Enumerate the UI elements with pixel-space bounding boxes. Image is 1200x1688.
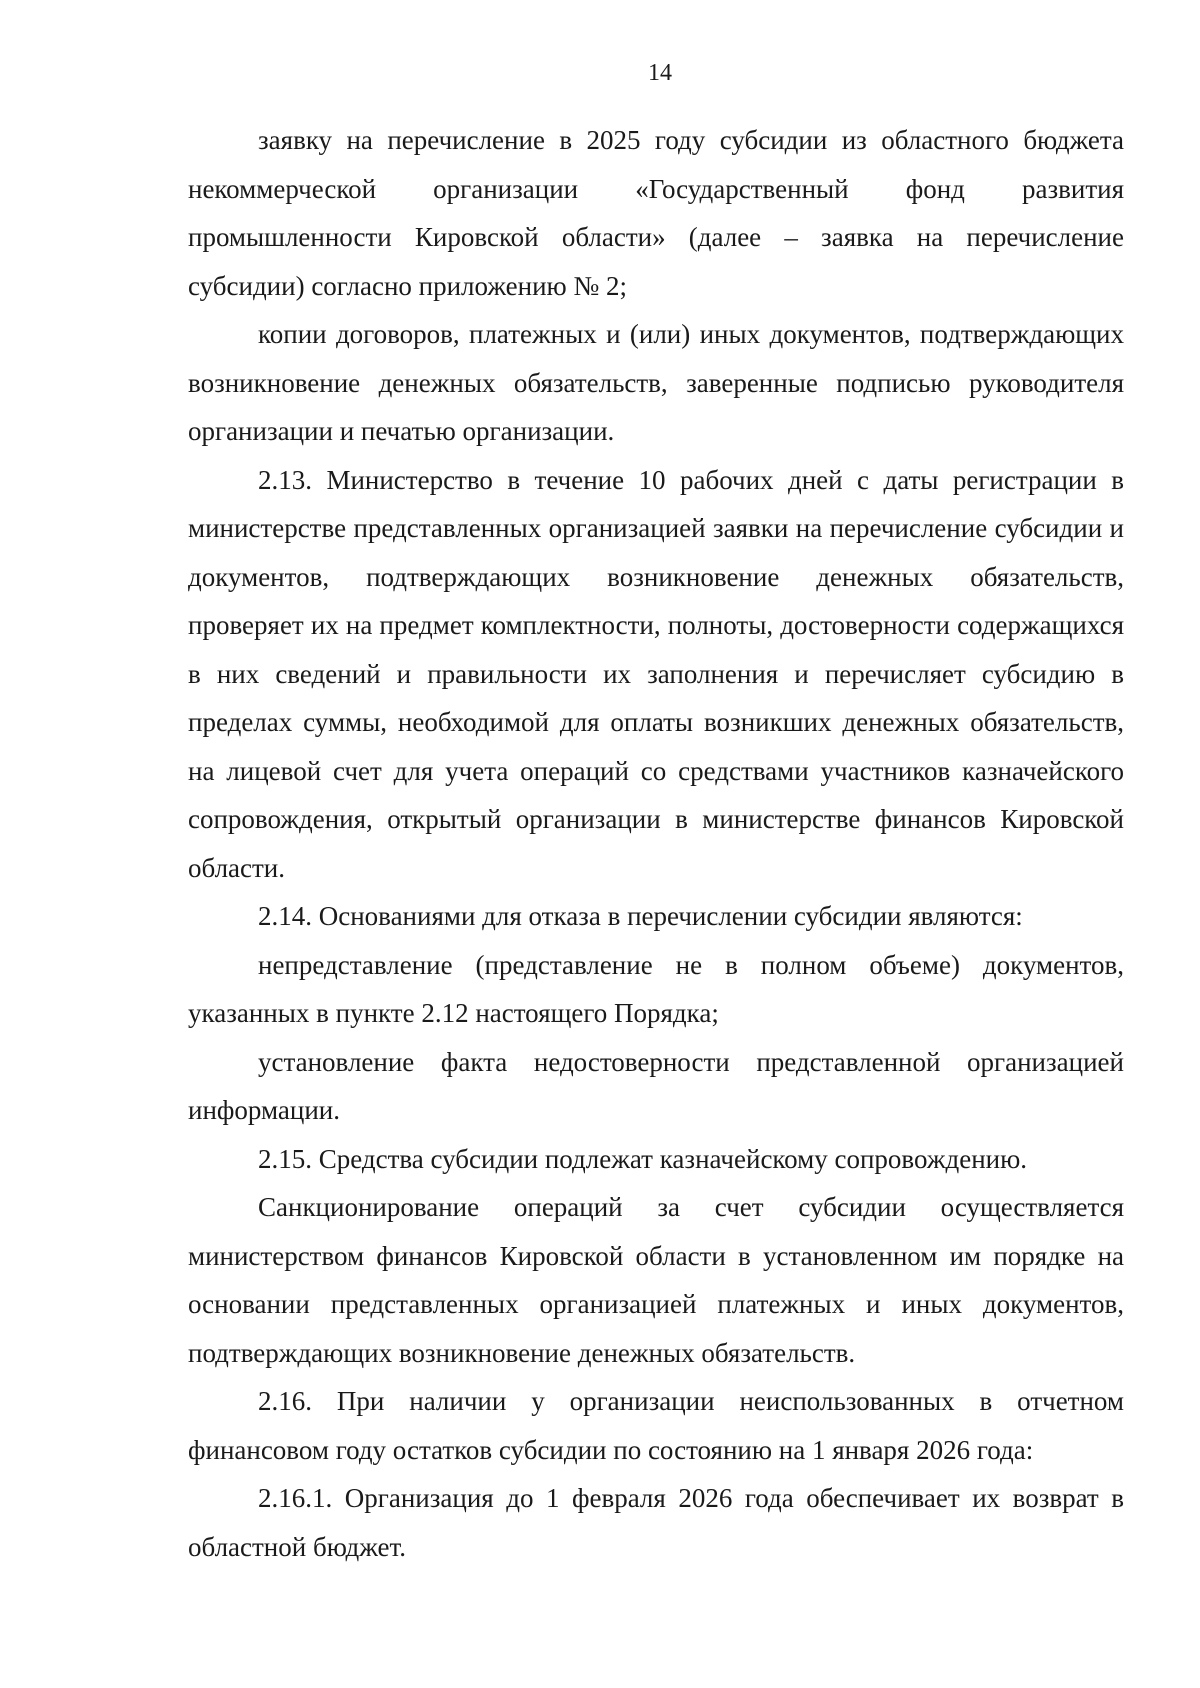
paragraph-sanctioning: Санкционирование операций за счет субсидии осуществляется министерством финансов Кировской области в установленном им порядке на основании представленных организацией платежных и иных документов, подтверждающих возникновение денежных обязательств. [188, 1192, 1124, 1368]
paragraph-contract-copies: копии договоров, платежных и (или) иных документов, подтверждающих возникновение денежных обязательств, заверенные подписью руководителя организации и печатью организации. [188, 319, 1124, 446]
paragraph-2-13: 2.13. Министерство в течение 10 рабочих дней с даты регистрации в министерстве представленных организацией заявки на перечисление субсидии и документов, подтверждающих возникновение денежных обязательств, проверяет их на предмет комплектности, полноты, достоверности содержащихся в них сведений и правильности их заполнения и перечисляет субсидию в пределах суммы, необходимой для оплаты возникших денежных обязательств, на лицевой счет для учета операций со средствами участников казначейского сопровождения, открытый организации в министерстве финансов Кировской области. [188, 464, 1124, 883]
paragraph-2-16-1: 2.16.1. Организация до 1 февраля 2026 года обеспечивает их возврат в областной бюджет. [188, 1483, 1124, 1562]
paragraph-2-15: 2.15. Средства субсидии подлежат казначейскому сопровождению. [258, 1143, 1028, 1174]
paragraph-application-request: заявку на перечисление в 2025 году субсидии из областного бюджета некоммерческой организации «Государственный фонд развития промышленности Кировской области» (далее – заявка на перечисление субсидии) согласно приложению № 2; [188, 125, 1124, 301]
paragraph-2-14: 2.14. Основаниями для отказа в перечислении субсидии являются: [258, 901, 1023, 931]
paragraph-2-16: 2.16. При наличии у организации неиспользованных в отчетном финансовом году остатков субсидии по состоянию на 1 января 2026 года: [188, 1386, 1124, 1465]
page-number: 14 [648, 60, 672, 86]
paragraph-unreliable-info: установление факта недостоверности представленной организацией информации. [188, 1046, 1124, 1125]
document-body [188, 116, 1124, 1571]
paragraph-non-submission: непредставление (представление не в полном объеме) документов, указанных в пункте 2.12 настоящего Порядка; [188, 949, 1124, 1028]
